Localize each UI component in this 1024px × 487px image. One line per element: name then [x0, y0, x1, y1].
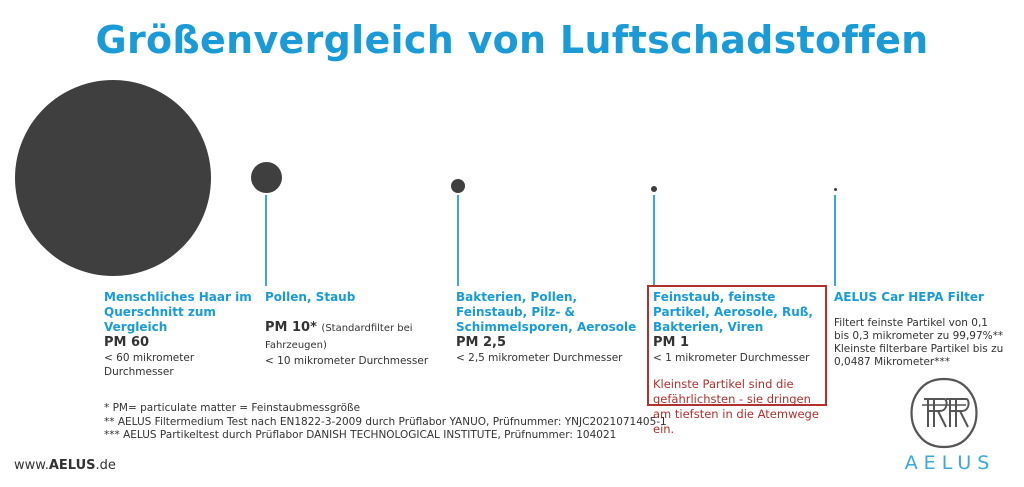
hepa-circle [834, 188, 837, 191]
hepa-column [834, 290, 1006, 369]
pm10-column [265, 290, 455, 368]
pm1-connector [653, 195, 655, 286]
pm10-diameter: < 10 mikrometer Durchmesser [265, 355, 429, 367]
pm25-circle [451, 179, 465, 193]
aelus-logo-icon [908, 377, 980, 449]
page-title: Größenvergleich von Luftschadstoffen [95, 18, 929, 62]
website-prefix: www. [14, 458, 49, 473]
brand-name: AELUS [904, 452, 996, 474]
hair-pm: PM 60 [104, 335, 150, 350]
hair-name: Menschliches Haar im Querschnitt zum Vergleich [104, 290, 252, 334]
pm10-connector [265, 195, 267, 286]
pm25-connector [457, 195, 459, 286]
pm10-circle [251, 162, 282, 193]
pm25-diameter: < 2,5 mikrometer Durchmesser [456, 352, 623, 364]
pm25-name: Bakterien, Pollen, Feinstaub, Pilz- & Schimmelsporen, Aerosole [456, 290, 637, 334]
pm1-circle [651, 186, 657, 192]
pm1-label: PM 1 [653, 335, 690, 350]
pm1-warning: Kleinste Partikel sind die gefährlichsten - sie dringen am tiefsten in die Atemwege ein. [653, 377, 819, 436]
hair-diameter: < 60 mikrometer Durchmesser [104, 352, 195, 378]
pm1-diameter: < 1 mikrometer Durchmesser [653, 352, 810, 364]
website-link[interactable] [14, 458, 116, 473]
pm10-label: PM 10* [265, 320, 317, 335]
hepa-connector [834, 195, 836, 286]
website-brand: AELUS [48, 458, 96, 473]
pm10-name: Pollen, Staub [265, 290, 356, 304]
hair-circle [15, 80, 211, 276]
footnote-2: ** AELUS Filtermedium Test nach EN1822-3-2009 durch Prüflabor YANUO, Prüfnummer: YNJC2021071405-1 [104, 415, 667, 428]
footnote-1: * PM= particulate matter = Feinstaubmessgröße [104, 402, 361, 414]
hepa-name: AELUS Car HEPA Filter [834, 290, 984, 304]
pm25-label: PM 2,5 [456, 335, 507, 350]
pm1-name: Feinstaub, feinste Partikel, Aerosole, Ruß, Bakterien, Viren [653, 290, 813, 334]
pm1-column [653, 290, 825, 437]
pm10-note: (Standardfilter bei Fahrzeugen) [265, 323, 413, 351]
footnote-3: *** AELUS Partikeltest durch Prüflabor DANISH TECHNOLOGICAL INSTITUTE, Prüfnummer: 104021 [104, 429, 617, 441]
hair-column [104, 290, 254, 379]
website-suffix: .de [95, 458, 116, 473]
hepa-description: Filtert feinste Partikel von 0,1 bis 0,3 mikrometer zu 99,97%** Kleinste filterbare Partikel bis zu 0,0487 Mikrometer*** [834, 317, 1004, 368]
pm25-column [456, 290, 646, 365]
footnotes [104, 402, 667, 443]
